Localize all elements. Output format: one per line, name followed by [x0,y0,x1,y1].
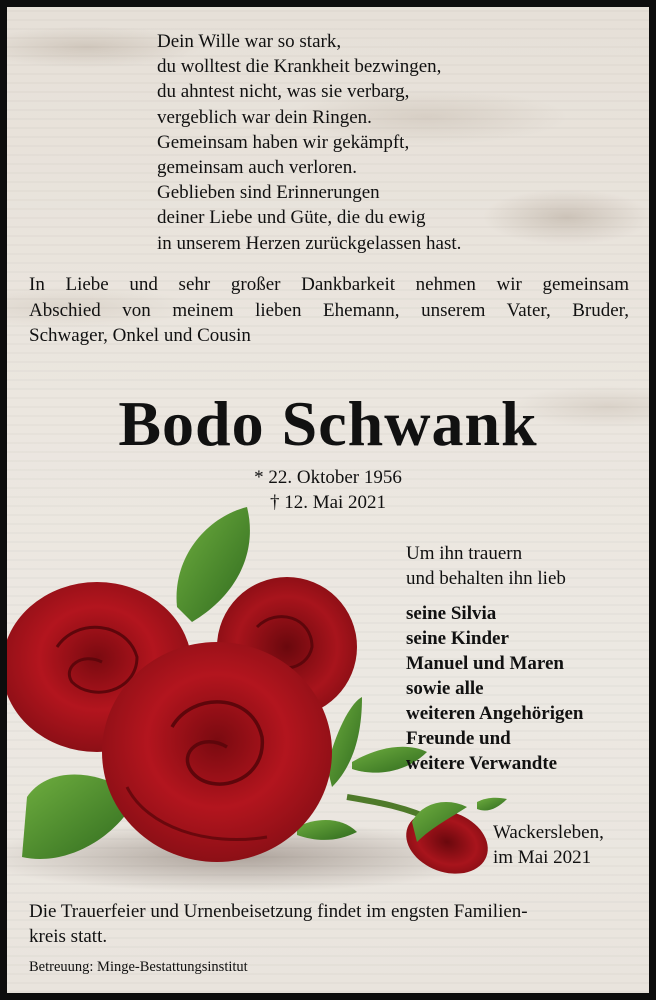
poem-line: in unserem Herzen zurückgelassen hast. [157,232,462,254]
mourner-name: seine Silvia [406,603,497,624]
mourners-intro-line: Um ihn trauern [406,543,523,564]
mourners-block [406,541,646,776]
notice-paper [7,7,649,993]
poem-line: Dein Wille war so stark, [157,31,342,52]
funeral-home-credit: Betreuung: Minge-Bestattungsinstitut [29,959,248,975]
mourner-name: seine Kinder [406,628,509,649]
poem-line: Gemeinsam haben wir gekämpft, [157,131,410,153]
birth-date: * 22. Oktober 1956 [254,467,402,488]
funeral-line: kreis statt. [29,926,108,947]
place-city: Wackersleben, [493,822,604,843]
funeral-line: Die Trauerfeier und Urnenbeisetzung findet im engsten Familien- [29,901,528,922]
poem-line: deiner Liebe und Güte, die du ewig [157,207,426,229]
farewell-text [29,272,629,349]
mourner-name: Manuel und Maren [406,653,565,674]
deceased-name: Bodo Schwank [118,388,538,459]
place-date [493,820,643,870]
farewell-line: Schwager, Onkel und Cousin [29,325,251,346]
poem [157,29,617,256]
mourner-name: weiteren Angehörigen [406,703,584,724]
poem-line: Geblieben sind Erinnerungen [157,182,380,204]
mourner-name: sowie alle [406,678,484,699]
mourner-name: weitere Verwandte [406,753,558,774]
farewell-line: In Liebe und sehr großer Dankbarkeit nehmen wir gemeinsam [29,274,629,295]
death-date: † 12. Mai 2021 [269,492,387,513]
poem-line: vergeblich war dein Ringen. [157,106,372,128]
place-month: im Mai 2021 [493,847,592,868]
farewell-line: Abschied von meinem lieben Ehemann, unserem Vater, Bruder, [29,299,629,321]
poem-line: du ahntest nicht, was sie verbarg, [157,81,410,103]
mourner-name: Freunde und [406,728,511,749]
poem-line: du wolltest die Krankheit bezwingen, [157,56,442,78]
mourners-intro-line: und behalten ihn lieb [406,568,566,589]
poem-line: gemeinsam auch verloren. [157,157,357,179]
funeral-note [29,899,629,949]
